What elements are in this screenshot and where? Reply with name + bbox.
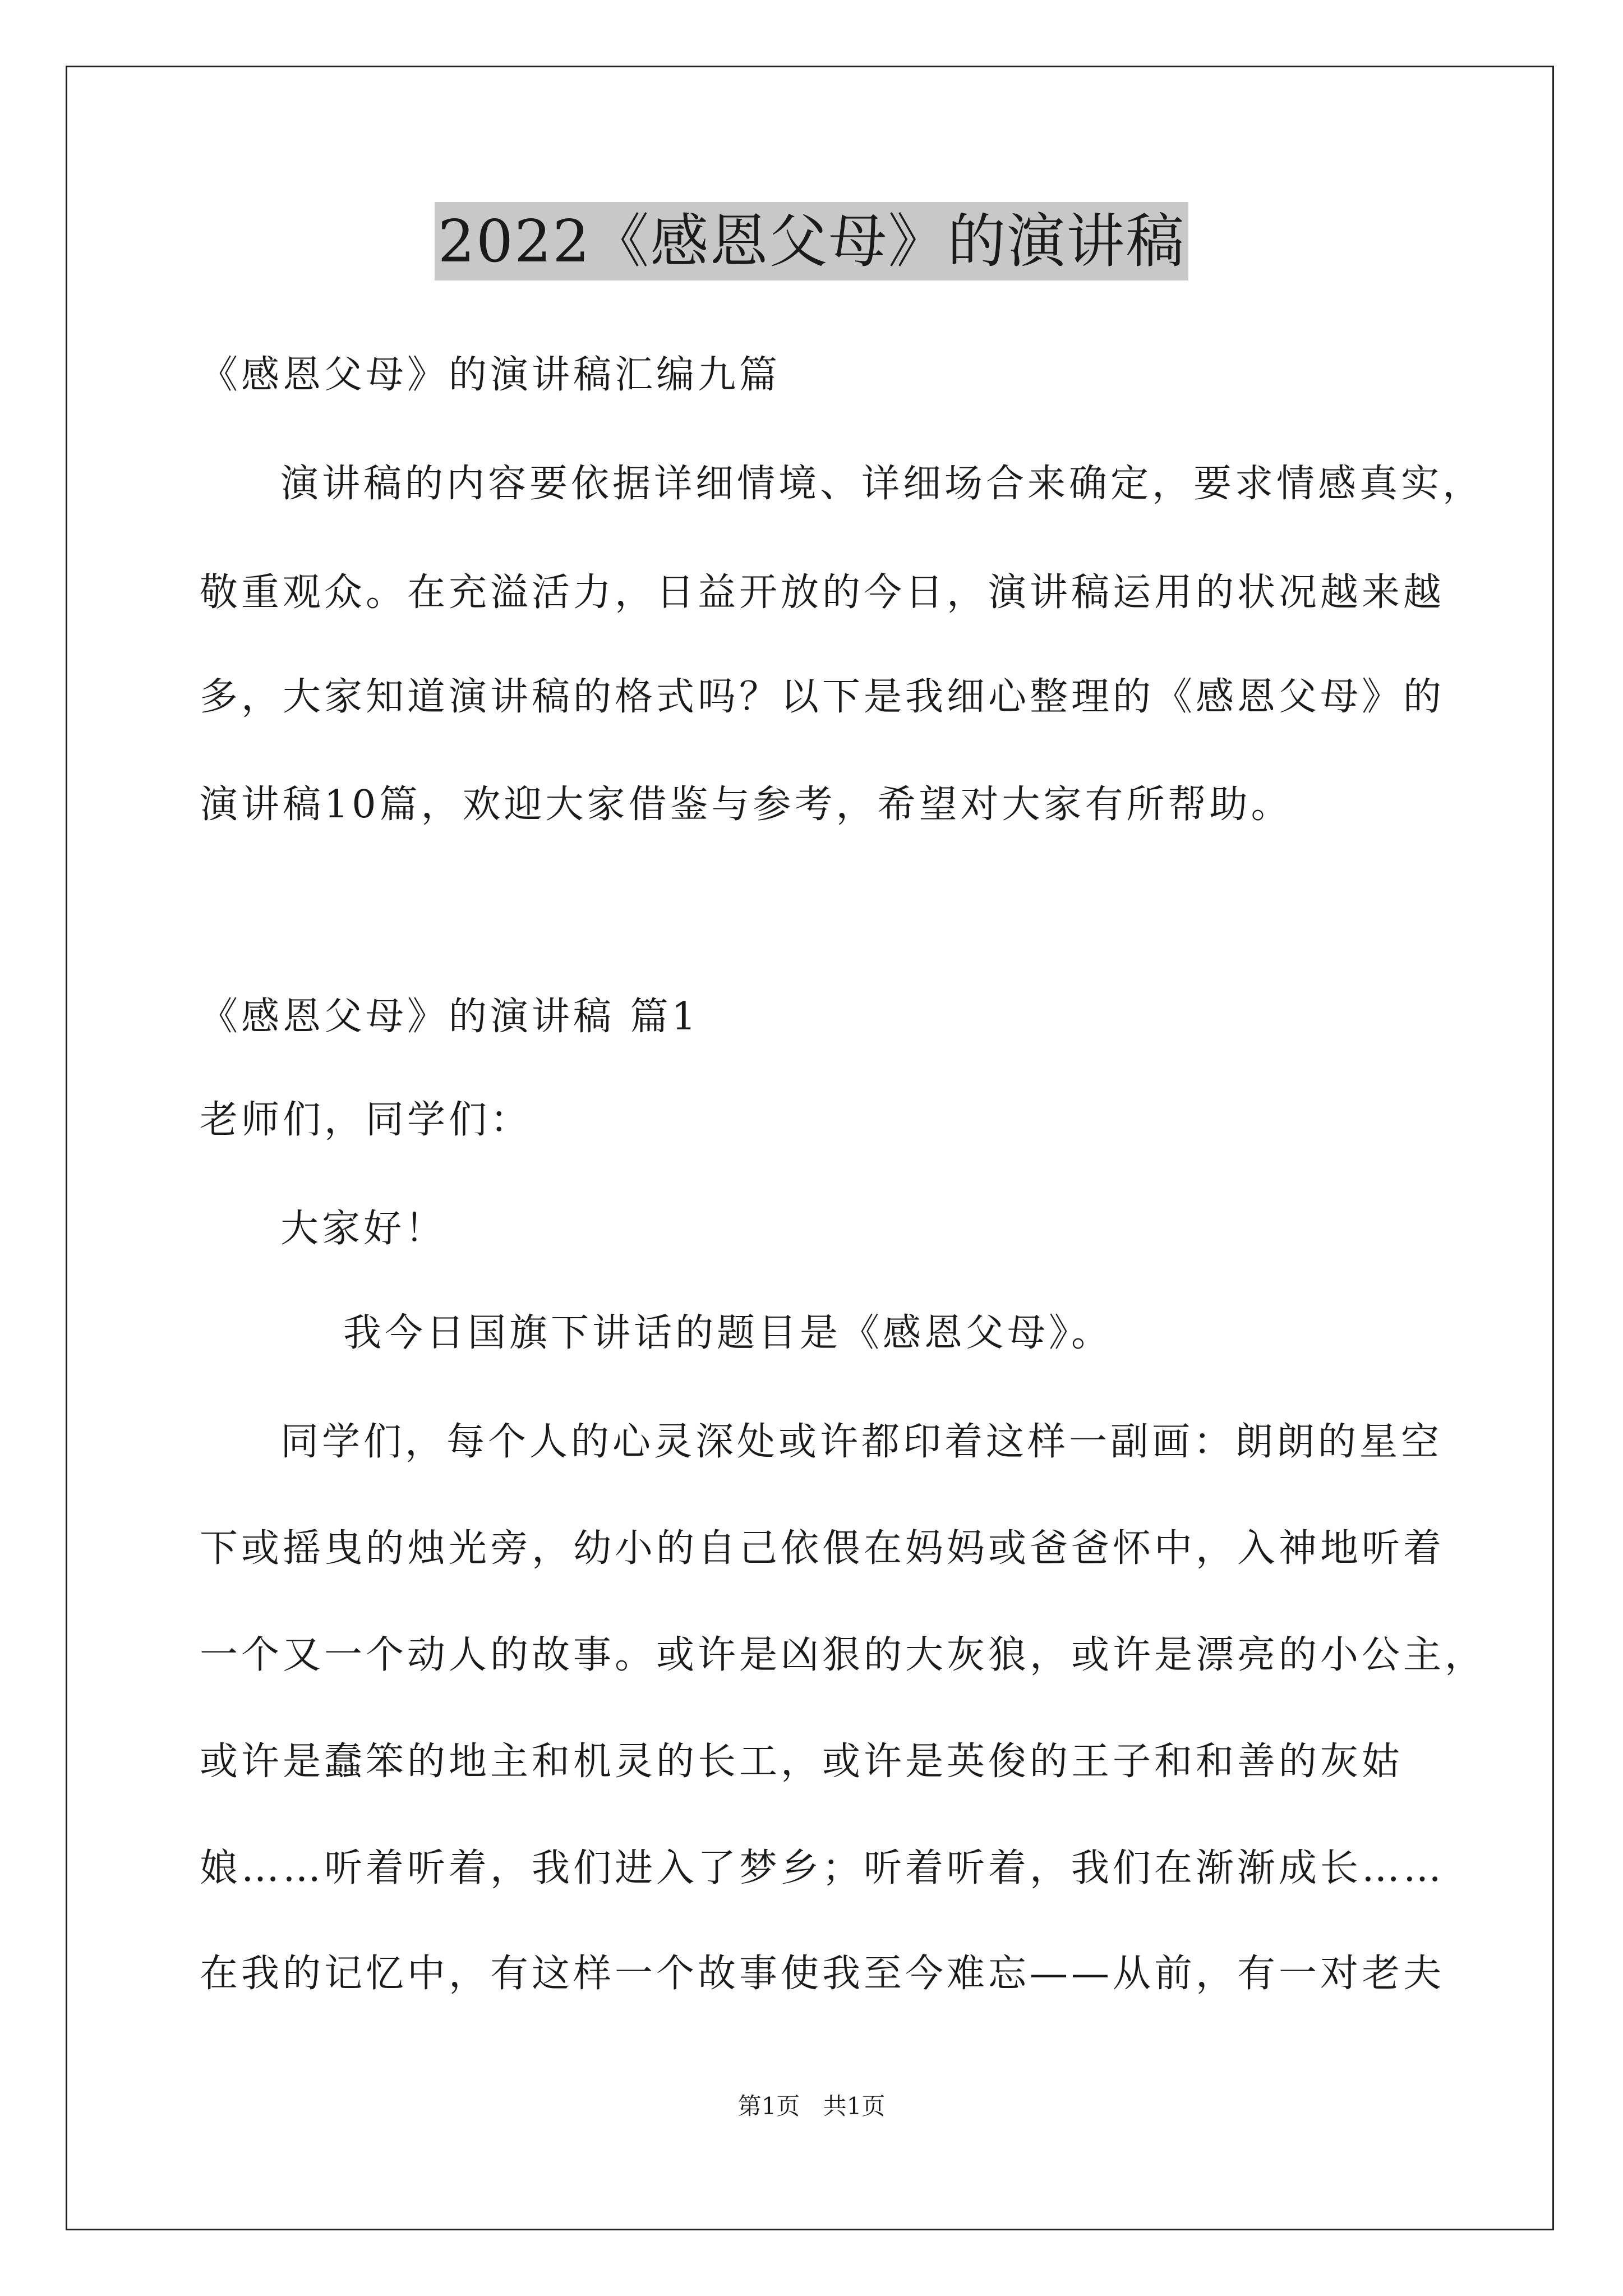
body-line-4: 或许是蠢笨的地主和机灵的长工，或许是英俊的王子和和善的灰姑 — [200, 1740, 1404, 1784]
salutation: 老师们，同学们： — [200, 1098, 532, 1142]
section-heading: 《感恩父母》的演讲稿 篇1 — [200, 995, 699, 1039]
page-footer — [0, 2090, 1623, 2123]
body-line-1: 同学们，每个人的心灵深处或许都印着这样一副画：朗朗的星空 — [280, 1420, 1443, 1464]
body-line-3: 一个又一个动人的故事。或许是凶狠的大灰狼，或许是漂亮的小公主， — [200, 1633, 1487, 1677]
intro-line-4: 演讲稿10篇，欢迎大家借鉴与参考，希望对大家有所帮助。 — [200, 783, 1293, 827]
title-container — [0, 202, 1623, 280]
intro-line-3: 多，大家知道演讲稿的格式吗？以下是我细心整理的《感恩父母》的 — [200, 675, 1445, 719]
document-title: 2022《感恩父母》的演讲稿 — [435, 202, 1189, 280]
body-line-5: 娘……听着听着，我们进入了梦乡；听着听着，我们在渐渐成长…… — [200, 1846, 1445, 1890]
intro-line-2: 敬重观众。在充溢活力，日益开放的今日，演讲稿运用的状况越来越 — [200, 570, 1445, 615]
page-total: 共1页 — [823, 2092, 886, 2120]
body-line-6: 在我的记忆中，有这样一个故事使我至今难忘——从前，有一对老夫 — [200, 1952, 1445, 1996]
body-line-2: 下或摇曳的烛光旁，幼小的自己依偎在妈妈或爸爸怀中，入神地听着 — [200, 1526, 1445, 1571]
topic-line: 我今日国旗下讲话的题目是《感恩父母》。 — [343, 1311, 1113, 1355]
intro-line-1: 演讲稿的内容要依据详细情境、详细场合来确定，要求情感真实， — [280, 462, 1484, 506]
greeting: 大家好！ — [280, 1207, 447, 1251]
document-subtitle: 《感恩父母》的演讲稿汇编九篇 — [200, 353, 781, 397]
page-number: 第1页 — [737, 2092, 800, 2120]
